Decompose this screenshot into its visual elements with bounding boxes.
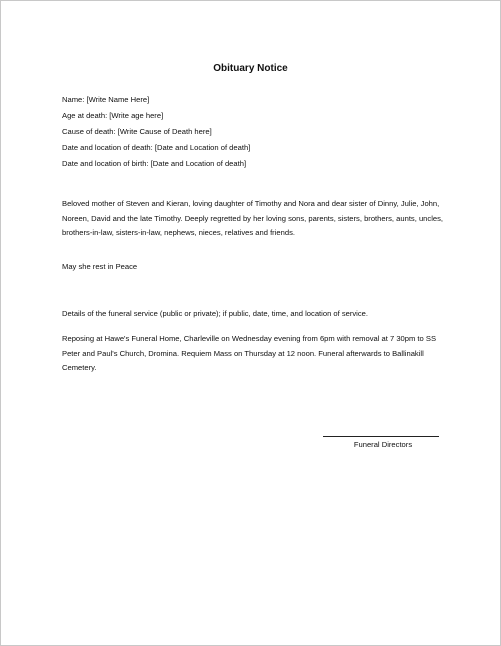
page-title: Obituary Notice [213, 63, 288, 74]
signature-label: Funeral Directors [353, 440, 413, 449]
paragraph-funeral-details: Details of the funeral service (public or private); if public, date, time, and location of service. [62, 309, 369, 318]
field-death-date-location: Date and location of death: [Date and Location of death] [62, 143, 251, 152]
field-birth-date-location: Date and location of birth: [Date and Location of death] [62, 159, 247, 168]
signature-line [323, 436, 439, 437]
paragraph-reposing: Reposing at Hawe's Funeral Home, Charleville on Wednesday evening from 6pm with removal at 7 30pm to SS Peter and Paul's Church, Dromina. Requiem Mass on Thursday at 12 noon. Funeral afterwards to Ballinakill Cemetery. [62, 334, 437, 372]
field-name: Name: [Write Name Here] [62, 95, 150, 104]
field-age-at-death: Age at death: [Write age here] [62, 111, 164, 120]
field-cause-of-death: Cause of death: [Write Cause of Death here] [62, 127, 212, 136]
paragraph-family: Beloved mother of Steven and Kieran, loving daughter of Timothy and Nora and dear sister of Dinny, Julie, John, Noreen, David and the late Timothy. Deeply regretted by her loving sons, parents, sisters, brothers, aunts, uncles, brothers-in-law, sisters-in-law, nephews, nieces, relatives and friends. [62, 199, 444, 237]
paragraph-rest-in-peace: May she rest in Peace [62, 262, 138, 271]
